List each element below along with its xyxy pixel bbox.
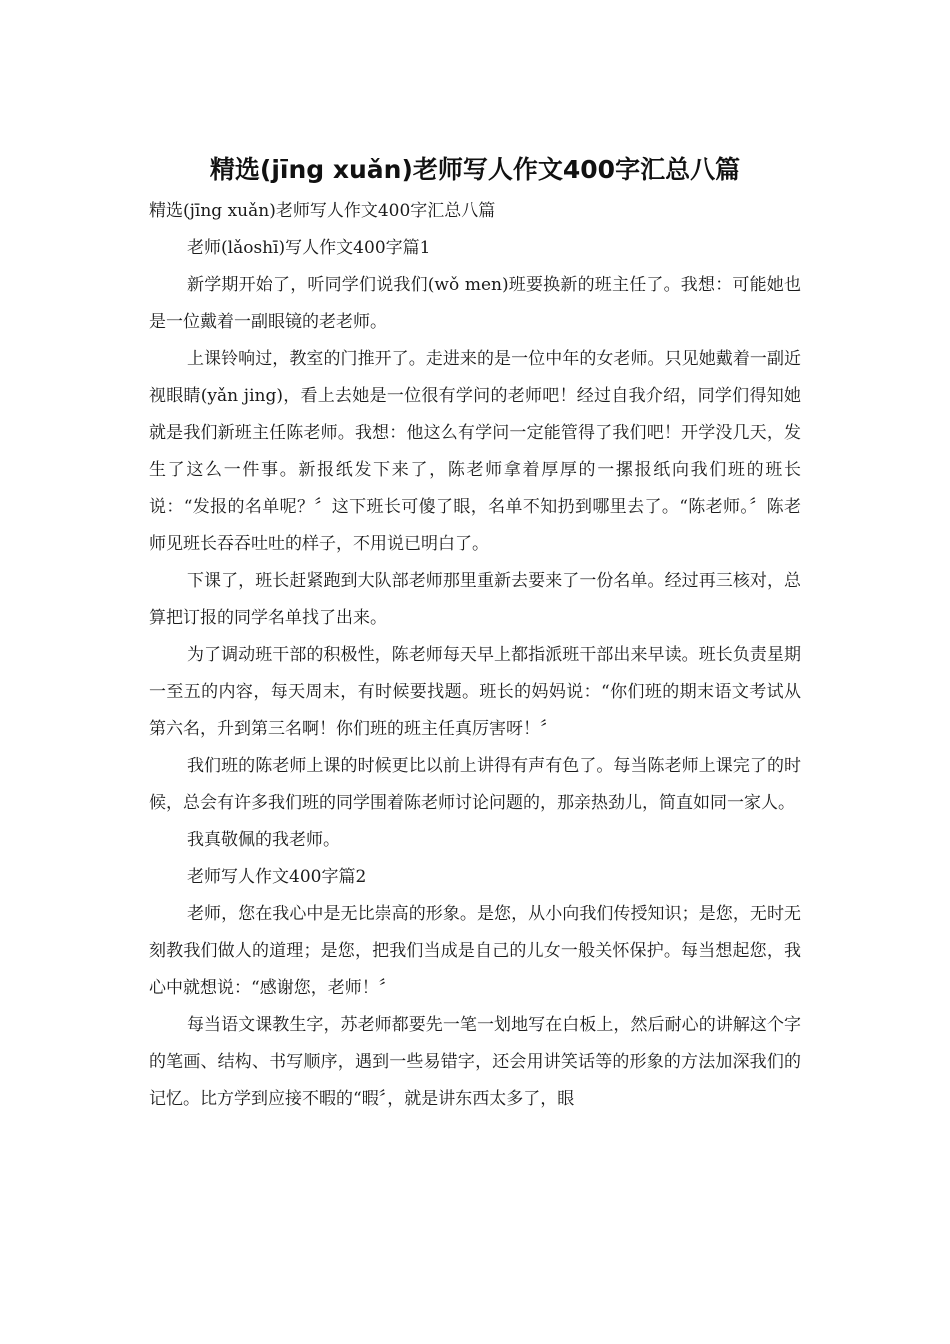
paragraph: 老师，您在我心中是无比崇高的形象。是您，从小向我们传授知识；是您，无时无刻教我们做人的道理；是您，把我们当成是自己的儿女一般关怀保护。每当想起您，我心中就想说：“感谢您，老师！〞 <box>149 904 801 998</box>
section-heading-2: 老师写人作文400字篇2 <box>187 867 367 887</box>
paragraph: 每当语文课教生字，苏老师都要先一笔一划地写在白板上，然后耐心的讲解这个字的笔画、结构、书写顺序，遇到一些易错字，还会用讲笑话等的形象的方法加深我们的记忆。比方学到应接不暇的“暇〞，就是讲东西太多了，眼 <box>149 1015 801 1109</box>
paragraph: 新学期开始了，听同学们说我们(wǒ men)班要换新的班主任了。我想：可能她也是一位戴着一副眼镜的老老师。 <box>149 275 801 332</box>
document-title: 精选(jīng xuǎn)老师写人作文400字汇总八篇 <box>209 155 741 184</box>
paragraph: 我们班的陈老师上课的时候更比以前上讲得有声有色了。每当陈老师上课完了的时候，总会有许多我们班的同学围着陈老师讨论问题的，那亲热劲儿，简直如同一家人。 <box>149 756 801 813</box>
paragraph: 为了调动班干部的积极性，陈老师每天早上都指派班干部出来早读。班长负责星期一至五的内容，每天周末，有时候要找题。班长的妈妈说：“你们班的期末语文考试从第六名，升到第三名啊！你们班的班主任真厉害呀！〞 <box>149 645 801 739</box>
paragraph: 我真敬佩的我老师。 <box>187 830 340 850</box>
paragraph: 上课铃响过，教室的门推开了。走进来的是一位中年的女老师。只见她戴着一副近视眼睛(yǎn jing)，看上去她是一位很有学问的老师吧！经过自我介绍，同学们得知她就是我们新班主任陈老师。我想：他这么有学问一定能管得了我们吧！开学没几天，发生了这么一件事。新报纸发下来了，陈老师拿着厚厚的一摞报纸向我们班的班长说：“发报的名单呢？〞这下班长可傻了眼，名单不知扔到哪里去了。“陈老师。〞陈老师见班长吞吞吐吐的样子，不用说已明白了。 <box>149 349 801 554</box>
document-subtitle: 精选(jīng xuǎn)老师写人作文400字汇总八篇 <box>149 201 496 221</box>
section-heading-1: 老师(lǎoshī)写人作文400字篇1 <box>187 238 431 258</box>
paragraph: 下课了，班长赶紧跑到大队部老师那里重新去要来了一份名单。经过再三核对，总算把订报的同学名单找了出来。 <box>149 571 801 628</box>
document-body <box>149 193 801 1118</box>
